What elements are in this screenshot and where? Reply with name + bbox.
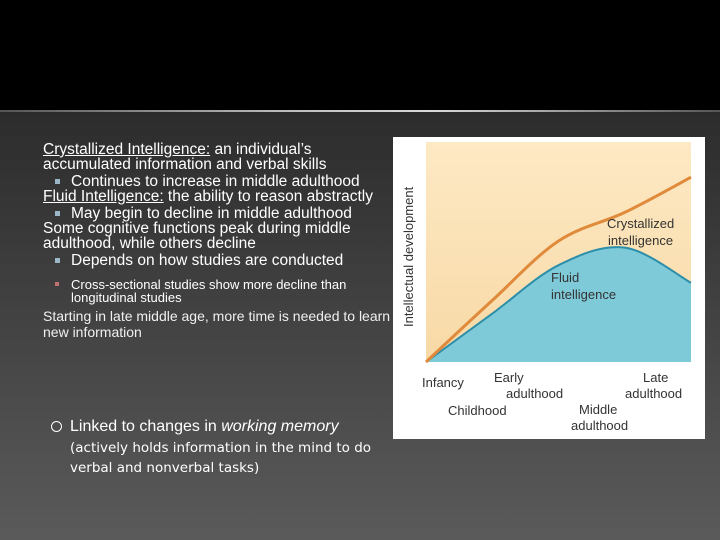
working-memory-term: working memory bbox=[221, 418, 339, 435]
crystallized-label-line2: intelligence bbox=[608, 233, 674, 248]
intellectual-development-chart bbox=[393, 137, 705, 439]
cognitive-sub-bullet bbox=[43, 253, 395, 268]
fluid-bullet bbox=[43, 189, 395, 204]
fluid-sub-text: May begin to decline in middle adulthood bbox=[71, 205, 352, 222]
fluid-sub-bullet bbox=[43, 206, 395, 221]
fluid-label-line1: Fluid bbox=[551, 270, 580, 285]
x-tick-infancy: Infancy bbox=[422, 375, 464, 390]
x-tick-early-line2: adulthood bbox=[506, 386, 564, 401]
square-bullet-icon bbox=[55, 282, 59, 286]
x-tick-late-line1: Late bbox=[643, 370, 669, 385]
fluid-definition: the ability to reason abstractly bbox=[163, 188, 373, 205]
circle-bullet-icon bbox=[51, 421, 62, 432]
crystallized-term: Crystallized Intelligence: bbox=[43, 141, 211, 158]
crystallized-bullet bbox=[43, 142, 395, 172]
text-column bbox=[43, 142, 395, 340]
linked-prefix: Linked to changes in bbox=[70, 418, 222, 435]
x-tick-early-line1: Early bbox=[494, 370, 524, 385]
y-axis-label: Intellectual development bbox=[401, 186, 416, 327]
crystallized-sub-bullet bbox=[43, 174, 395, 189]
crystallized-label-line1: Crystallized bbox=[607, 216, 675, 231]
x-tick-middle-line2: adulthood bbox=[571, 418, 629, 433]
x-tick-childhood: Childhood bbox=[448, 403, 507, 418]
cognitive-functions-bullet: Some cognitive functions peak during middle adulthood, while others decline bbox=[43, 220, 351, 252]
working-memory-line bbox=[50, 417, 400, 437]
cross-sectional-text: Cross-sectional studies show more decline than longitudinal studies bbox=[71, 277, 347, 305]
x-tick-late-line2: adulthood bbox=[625, 386, 683, 401]
fluid-term: Fluid Intelligence: bbox=[43, 188, 164, 205]
working-memory-bullet bbox=[50, 417, 400, 478]
square-bullet-icon bbox=[55, 211, 60, 216]
square-bullet-icon bbox=[55, 179, 60, 184]
square-bullet-icon bbox=[55, 258, 60, 263]
working-memory-note: (actively holds information in the mind to do verbal and nonverbal tasks) bbox=[70, 440, 372, 476]
crystallized-sub-text: Continues to increase in middle adulthood bbox=[71, 173, 360, 190]
cross-sectional-bullet bbox=[43, 278, 395, 304]
fluid-label-line2: intelligence bbox=[551, 287, 617, 302]
x-tick-middle-line1: Middle bbox=[579, 402, 618, 417]
late-middle-age-bullet: Starting in late middle age, more time is needed to learn new information bbox=[43, 308, 391, 340]
crystallized-definition: an individual’s accumulated information and verbal skills bbox=[43, 141, 327, 173]
cognitive-sub-text: Depends on how studies are conducted bbox=[71, 252, 344, 269]
